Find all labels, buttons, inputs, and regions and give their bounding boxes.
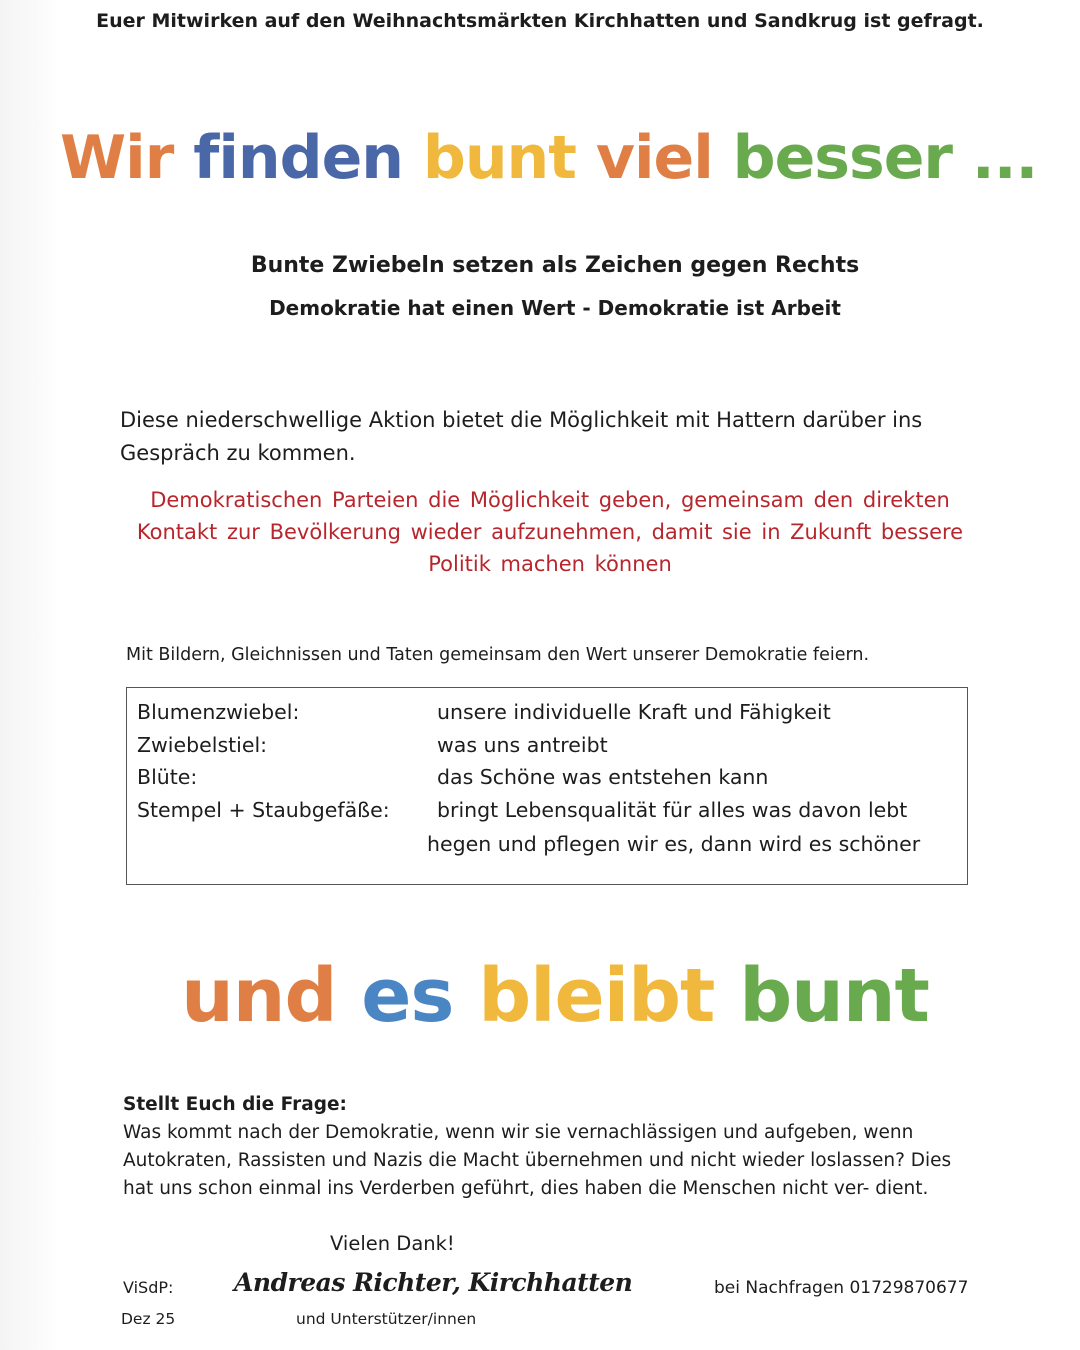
visdp-label: ViSdP:	[123, 1278, 174, 1297]
contact-phone: bei Nachfragen 01729870677	[714, 1278, 969, 1298]
definition-term: Blumenzwiebel:	[137, 700, 300, 724]
headline-word: Wir	[60, 123, 194, 193]
slogan-word: bunt	[739, 953, 929, 1039]
slogan-word: und	[181, 953, 362, 1039]
headline	[60, 118, 1038, 198]
definition-term: Blüte:	[137, 765, 198, 789]
parties-paragraph: Demokratischen Parteien die Möglichkeit geben, gemeinsam den direkten Kontakt zur Bevölkerung wieder aufzunehmen, damit sie in Zukunft bessere Politik machen können	[136, 488, 964, 576]
headline-word: finden	[193, 123, 423, 193]
definition-term: Stempel + Staubgefäße:	[137, 797, 390, 822]
thanks-line: Vielen Dank!	[330, 1232, 455, 1255]
definition-row	[127, 696, 967, 729]
definition-desc: was uns antreibt	[437, 732, 608, 757]
intro-paragraph: Diese niederschwellige Aktion bietet die Möglichkeit mit Hattern darüber ins Gespräch zu kommen.	[120, 408, 923, 465]
slogan-word: es	[361, 953, 479, 1039]
slogan	[0, 948, 1080, 1044]
definition-row	[127, 761, 967, 794]
definition-desc: bringt Lebensqualität für alles was davon lebt	[437, 797, 908, 822]
subtitle-onions: Bunte Zwiebeln setzen als Zeichen gegen Rechts	[250, 253, 860, 278]
slogan-word: bleibt	[478, 953, 740, 1039]
headline-word: viel	[595, 123, 733, 193]
supporters-label: und Unterstützer/innen	[296, 1310, 477, 1328]
definition-desc: das Schöne was entstehen kann	[437, 765, 769, 789]
definition-row	[127, 729, 967, 762]
definitions-box	[126, 687, 968, 885]
date-label: Dez 25	[121, 1310, 176, 1328]
definition-desc: unsere individuelle Kraft und Fähigkeit	[437, 700, 831, 724]
page-edge-shadow	[0, 0, 58, 1350]
definition-row	[127, 794, 967, 827]
signature: Andreas Richter, Kirchhatten	[234, 1268, 633, 1297]
question-text: Was kommt nach der Demokratie, wenn wir sie vernachlässigen und aufgeben, wenn Autokraten, Rassisten und Nazis die Macht übernehmen und nicht wieder loslassen? Dies hat uns schon einmal ins Verderben geführt, dies haben die Menschen nicht ver- dient.	[123, 1122, 952, 1199]
top-notice: Euer Mitwirken auf den Weihnachtsmärkten Kirchhatten und Sandkrug ist gefragt.	[96, 10, 984, 32]
subtitle-democracy: Demokratie hat einen Wert - Demokratie ist Arbeit	[269, 296, 841, 320]
definition-term: Zwiebelstiel:	[137, 732, 268, 757]
question-heading: Stellt Euch die Frage:	[123, 1094, 347, 1115]
celebrate-line: Mit Bildern, Gleichnissen und Taten gemeinsam den Wert unserer Demokratie feiern.	[126, 645, 870, 665]
definitions-extra-line: hegen und pflegen wir es, dann wird es schöner	[427, 832, 921, 856]
question-block	[123, 1091, 953, 1203]
headline-word: besser ...	[732, 123, 1038, 193]
headline-word: bunt	[422, 123, 596, 193]
